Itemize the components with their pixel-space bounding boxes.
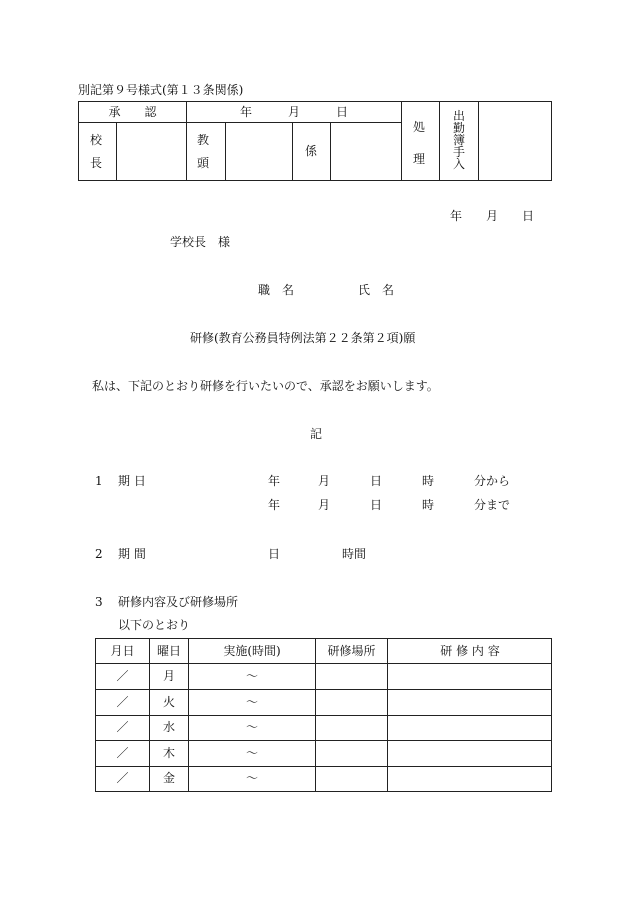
table-header-content: 研 修 内 容	[440, 644, 500, 658]
item1-end-month: 月	[318, 498, 331, 512]
table-cell-date: ／	[116, 720, 129, 734]
item1-label: 期 日	[118, 474, 146, 488]
attendance-register-label: 出勤簿手入	[452, 109, 465, 171]
item1-end-year: 年	[268, 498, 281, 512]
item3-number: 3	[95, 595, 103, 609]
item1-end-day: 日	[370, 498, 383, 512]
table-column-divider	[315, 638, 316, 792]
table-row-divider	[95, 715, 552, 716]
item1-number: 1	[95, 474, 103, 488]
table-cell-weekday: 水	[162, 720, 175, 734]
approval-divider	[478, 101, 479, 181]
approval-divider	[116, 122, 117, 181]
request-text: 私は、下記のとおり研修を行いたいので、承認をお願いします。	[92, 379, 439, 393]
table-header-date: 月日	[110, 644, 135, 658]
approval-date-header: 年 月 日	[239, 105, 348, 119]
table-cell-time: ～	[245, 669, 258, 683]
table-row-divider	[95, 766, 552, 767]
item3-sub: 以下のとおり	[118, 618, 191, 632]
item3-label: 研修内容及び研修場所	[118, 595, 239, 609]
processing-label-top: 処	[413, 120, 426, 134]
principal-label-bottom: 長	[90, 156, 103, 170]
approval-divider	[401, 101, 402, 181]
table-cell-date: ／	[116, 771, 129, 785]
approval-divider	[330, 122, 331, 181]
item1-start-minute: 分から	[474, 474, 511, 488]
addressee: 学校長 様	[170, 235, 231, 249]
item1-start-year: 年	[268, 474, 281, 488]
item2-hours: 時間	[342, 547, 367, 561]
table-column-divider	[387, 638, 388, 792]
table-cell-weekday: 月	[162, 669, 175, 683]
table-cell-date: ／	[116, 669, 129, 683]
processing-label-bottom: 理	[413, 152, 426, 166]
document-title: 研修(教育公務員特例法第２２条第２項)願	[190, 331, 416, 345]
item1-start-day: 日	[370, 474, 383, 488]
principal-label-top: 校	[90, 133, 103, 147]
table-header-time: 実施(時間)	[223, 644, 281, 658]
note-heading: 記	[310, 427, 323, 441]
position-label: 職 名	[258, 283, 295, 297]
item2-days: 日	[268, 547, 281, 561]
approval-divider	[439, 101, 440, 181]
approval-header: 承 認	[108, 105, 157, 119]
item2-number: 2	[95, 547, 103, 561]
table-row-divider	[95, 689, 552, 690]
table-cell-date: ／	[116, 695, 129, 709]
staff-label: 係	[305, 144, 318, 158]
name-label: 氏 名	[358, 283, 395, 297]
vice-principal-label-bottom: 頭	[197, 156, 210, 170]
table-row-divider	[95, 740, 552, 741]
item1-start-hour: 時	[422, 474, 435, 488]
table-cell-time: ～	[245, 746, 258, 760]
table-cell-weekday: 火	[162, 695, 175, 709]
table-cell-date: ／	[116, 746, 129, 760]
table-cell-time: ～	[245, 720, 258, 734]
table-column-divider	[149, 638, 150, 792]
form-label: 別記第９号様式(第１３条関係)	[78, 83, 244, 97]
table-column-divider	[188, 638, 189, 792]
table-cell-time: ～	[245, 695, 258, 709]
table-header-weekday: 曜日	[156, 644, 181, 658]
vice-principal-label-top: 教	[197, 133, 210, 147]
table-row-divider	[95, 663, 552, 664]
approval-header-divider	[78, 122, 401, 123]
approval-divider	[225, 122, 226, 181]
table-cell-weekday: 木	[162, 746, 175, 760]
approval-divider	[292, 122, 293, 181]
item1-start-month: 月	[318, 474, 331, 488]
table-cell-weekday: 金	[162, 771, 175, 785]
table-header-place: 研修場所	[327, 644, 376, 658]
application-date: 年 月 日	[450, 209, 535, 223]
item1-end-minute: 分まで	[474, 498, 511, 512]
item2-label: 期 間	[118, 547, 146, 561]
item1-end-hour: 時	[422, 498, 435, 512]
table-cell-time: ～	[245, 771, 258, 785]
